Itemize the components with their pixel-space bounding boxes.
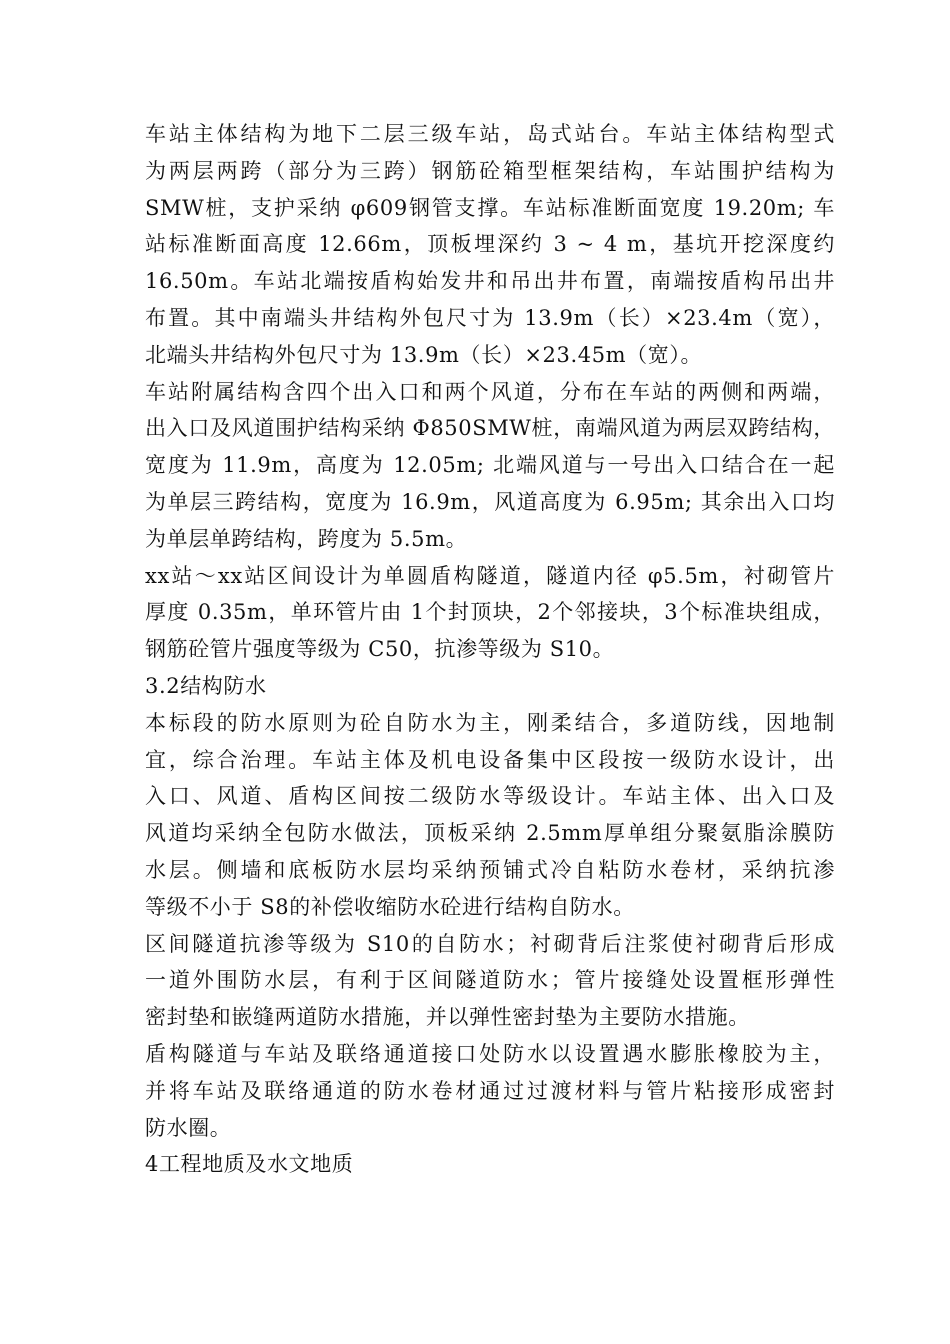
text-line: 一道外围防水层，有利于区间隧道防水；管片接缝处设置框形弹性 (145, 968, 835, 993)
text-line: 本标段的防水原则为砼自防水为主，刚柔结合，多道防线，因地制 (145, 710, 835, 735)
text-line: 钢筋砼管片强度等级为 C50，抗渗等级为 S10。 (145, 637, 615, 662)
text-line: 厚度 0.35m，单环管片由 1个封顶块，2个邻接块，3个标准块组成， (145, 600, 835, 625)
text-line: 区间隧道抗渗等级为 S10的自防水；衬砌背后注浆使衬砌背后形成 (145, 931, 835, 956)
text-line: 车站附属结构含四个出入口和两个风道，分布在车站的两侧和两端， (145, 379, 835, 404)
text-line: 盾构隧道与车站及联络通道接口处防水以设置遇水膨胀橡胶为主， (145, 1041, 835, 1066)
text-line: 为单层三跨结构，宽度为 16.9m，风道高度为 6.95m; 其余出入口均 (145, 489, 835, 514)
text-line: 宜，综合治理。车站主体及机电设备集中区段按一级防水设计，出 (145, 747, 835, 772)
text-line: 宽度为 11.9m，高度为 12.05m; 北端风道与一号出入口结合在一起 (145, 453, 835, 478)
text-line: 防水圈。 (145, 1115, 232, 1140)
text-line: 密封垫和嵌缝两道防水措施，并以弹性密封垫为主要防水措施。 (145, 1005, 750, 1030)
text-line: xx站～xx站区间设计为单圆盾构隧道，隧道内径 φ5.5m，衬砌管片 (145, 563, 835, 588)
text-line: 水层。侧墙和底板防水层均采纳预铺式冷自粘防水卷材，采纳抗渗 (145, 857, 835, 882)
text-line: 入口、风道、盾构区间按二级防水等级设计。车站主体、出入口及 (145, 784, 835, 809)
text-line: 为单层单跨结构，跨度为 5.5m。 (145, 526, 468, 551)
text-line: 16.50m。车站北端按盾构始发井和吊出井布置，南端按盾构吊出井 (145, 269, 835, 294)
text-line: 站标准断面高度 12.66m，顶板埋深约 3 ~ 4 m，基坑开挖深度约 (145, 232, 835, 257)
text-line: 4工程地质及水文地质 (145, 1152, 354, 1177)
text-line: 北端头井结构外包尺寸为 13.9m（长）×23.45m（宽）。 (145, 342, 703, 367)
text-line: 为两层两跨（部分为三跨）钢筋砼箱型框架结构，车站围护结构为 (145, 158, 835, 183)
document-body (145, 116, 835, 1183)
text-line: SMW桩，支护采纳 φ609钢管支撑。车站标准断面宽度 19.20m; 车 (145, 195, 835, 220)
text-line: 风道均采纳全包防水做法，顶板采纳 2.5mm厚单组分聚氨脂涂膜防 (145, 821, 835, 846)
text-line: 3.2结构防水 (145, 673, 267, 698)
text-line: 布置。其中南端头井结构外包尺寸为 13.9m（长）×23.4m（宽）， (145, 305, 835, 330)
text-line: 车站主体结构为地下二层三级车站，岛式站台。车站主体结构型式 (145, 122, 835, 146)
text-line: 出入口及风道围护结构采纳 Φ850SMW桩，南端风道为两层双跨结构， (145, 416, 835, 441)
text-line: 并将车站及联络通道的防水卷材通过过渡材料与管片粘接形成密封 (145, 1078, 835, 1103)
text-line: 等级不小于 S8的补偿收缩防水砼进行结构自防水。 (145, 894, 635, 919)
